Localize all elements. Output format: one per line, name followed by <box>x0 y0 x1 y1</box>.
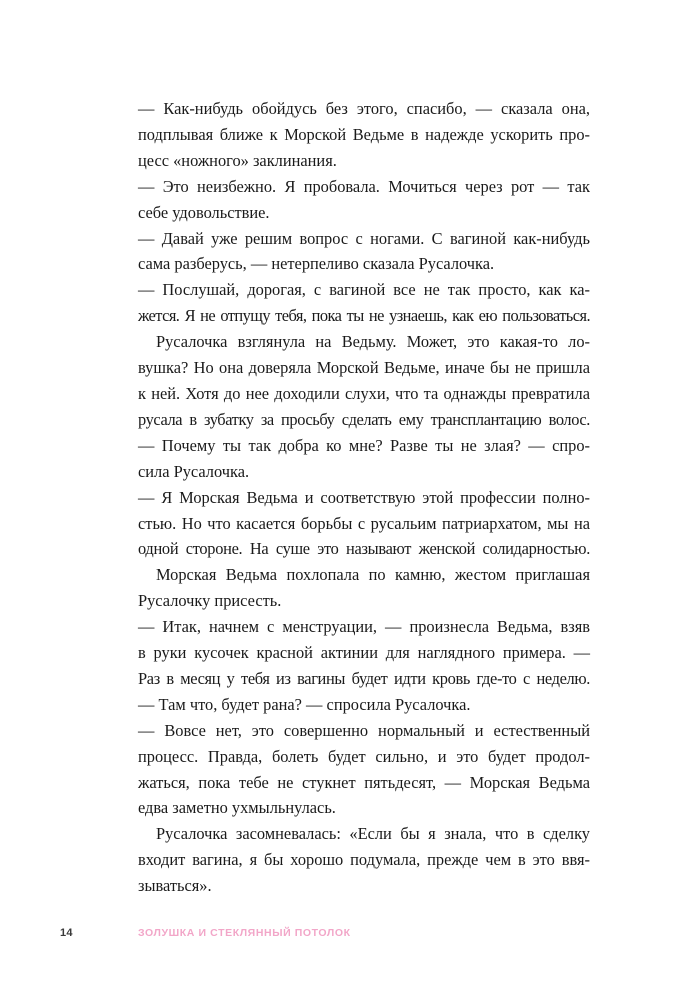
text-line: себе удовольствие. <box>138 202 270 222</box>
text-line: к ней. Хотя до нее доходили слухи, что та однажды превратила <box>138 383 590 403</box>
text-line: — Послушай, дорогая, с вагиной все не так просто, как ка- <box>138 280 590 300</box>
text-line: Раз в месяц у тебя из вагины будет идти кровь где-то с неделю. <box>138 668 590 688</box>
text-line: сама разберусь, — нетерпеливо сказала Русалочка. <box>138 254 495 274</box>
text-line: Русалочка засомневалась: «Если бы я знала, что в сделку <box>156 824 590 844</box>
text-line: Русалочку присесть. <box>138 591 282 611</box>
text-line: одной стороне. На суше это называют женской солидарностью. <box>138 539 590 559</box>
text-line: — Это неизбежно. Я пробовала. Мочиться через рот — так <box>138 176 590 196</box>
text-line: — Я Морская Ведьма и соответствую этой профессии полно- <box>138 487 590 507</box>
text-line: в руки кусочек красной актинии для наглядного примера. — <box>138 643 590 663</box>
text-line: жаться, пока тебе не стукнет пятьдесят, — Морская Ведьма <box>138 772 590 792</box>
text-line: — Как-нибудь обойдусь без этого, спасибо, — сказала она, <box>138 99 590 118</box>
text-line: едва заметно ухмыльнулась. <box>138 798 336 818</box>
text-line: — Вовсе нет, это совершенно нормальный и естественный <box>138 720 590 740</box>
running-title: ЗОЛУШКА И СТЕКЛЯННЫЙ ПОТОЛОК <box>138 927 351 939</box>
body-text <box>138 96 590 899</box>
page-number: 14 <box>60 927 73 939</box>
text-line: — Почему ты так добра ко мне? Разве ты не злая? — спро- <box>138 435 590 455</box>
text-line: — Давай уже решим вопрос с ногами. С вагиной как-нибудь <box>138 228 590 248</box>
text-line: подплывая ближе к Морской Ведьме в надежде ускорить про- <box>138 124 590 144</box>
text-line: Морская Ведьма похлопала по камню, жестом приглашая <box>156 565 590 585</box>
text-line: — Там что, будет рана? — спросила Русалочка. <box>138 694 471 714</box>
text-line: Русалочка взглянула на Ведьму. Может, это какая-то ло- <box>156 332 590 352</box>
text-line: вушка? Но она доверяла Морской Ведьме, иначе бы не пришла <box>138 358 590 378</box>
text-line: жется. Я не отпущу тебя, пока ты не узнаешь, как ею пользоваться. <box>138 306 590 326</box>
text-line: стью. Но что касается борьбы с русальим патриархатом, мы на <box>138 513 590 533</box>
text-line: процесс. Правда, болеть будет сильно, и это будет продол- <box>138 746 590 766</box>
text-line: — Итак, начнем с менструации, — произнесла Ведьма, взяв <box>138 617 590 637</box>
text-line: входит вагина, я бы хорошо подумала, прежде чем в это ввя- <box>138 850 590 870</box>
text-line: зываться». <box>138 876 212 896</box>
text-line: русала в зубатку за просьбу сделать ему трансплантацию волос. <box>138 409 590 429</box>
text-line: цесс «ножного» заклинания. <box>138 150 337 170</box>
text-line: сила Русалочка. <box>138 461 250 481</box>
